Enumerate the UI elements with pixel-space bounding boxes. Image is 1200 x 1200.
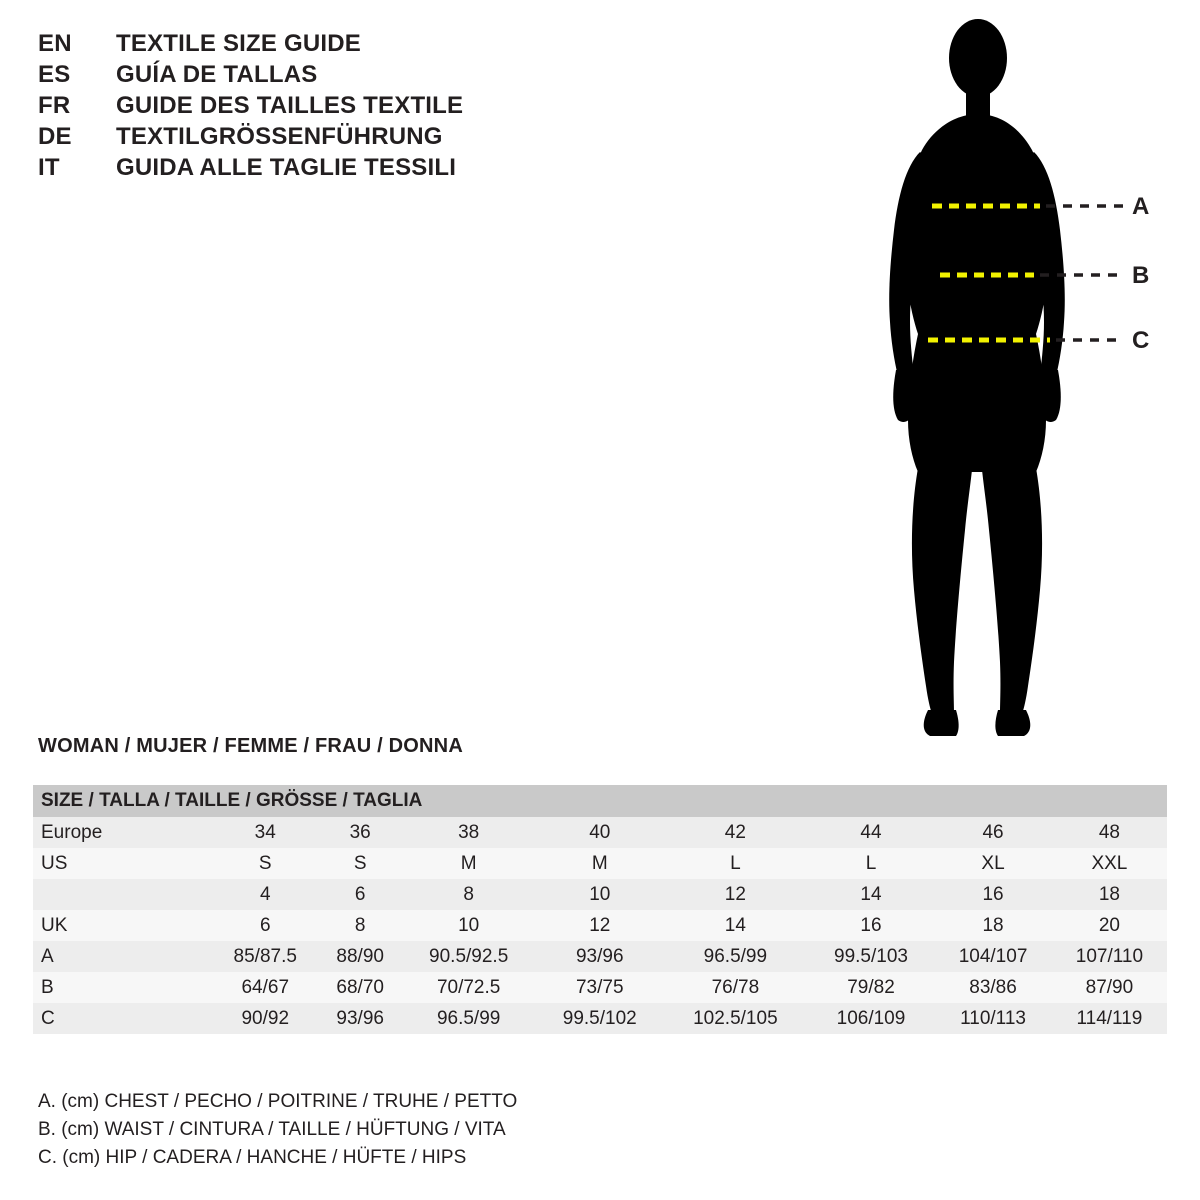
legend-line-a: A. (cm) CHEST / PECHO / POITRINE / TRUHE / PETTO xyxy=(38,1091,518,1112)
cell: XL xyxy=(934,848,1052,879)
cell: 99.5/103 xyxy=(808,941,935,972)
language-code: ES xyxy=(38,61,71,88)
cell: 38 xyxy=(401,817,537,848)
cell: 64/67 xyxy=(211,972,320,1003)
row-label: A xyxy=(33,941,211,972)
cell: 16 xyxy=(808,910,935,941)
cell: 16 xyxy=(934,879,1052,910)
cell: 107/110 xyxy=(1052,941,1167,972)
cell: 42 xyxy=(663,817,808,848)
cell: 102.5/105 xyxy=(663,1003,808,1034)
language-title: GUIDA ALLE TAGLIE TESSILI xyxy=(116,154,457,181)
language-title: TEXTILE SIZE GUIDE xyxy=(116,30,361,57)
cell: 93/96 xyxy=(536,941,663,972)
language-code: FR xyxy=(38,92,71,119)
cell: 87/90 xyxy=(1052,972,1167,1003)
cell: 18 xyxy=(934,910,1052,941)
cell: 110/113 xyxy=(934,1003,1052,1034)
cell: 46 xyxy=(934,817,1052,848)
section-title: WOMAN / MUJER / FEMME / FRAU / DONNA xyxy=(38,735,463,757)
language-code: EN xyxy=(38,30,72,57)
language-row xyxy=(38,92,738,123)
cell: L xyxy=(663,848,808,879)
cell: XXL xyxy=(1052,848,1167,879)
language-title: TEXTILGRÖSSENFÜHRUNG xyxy=(116,123,443,150)
cell: 4 xyxy=(211,879,320,910)
cell: 85/87.5 xyxy=(211,941,320,972)
cell: 76/78 xyxy=(663,972,808,1003)
table-row xyxy=(33,817,1167,848)
cell: 40 xyxy=(536,817,663,848)
cell: 44 xyxy=(808,817,935,848)
cell: 20 xyxy=(1052,910,1167,941)
female-silhouette-icon xyxy=(860,10,1190,750)
language-title: GUÍA DE TALLAS xyxy=(116,61,318,88)
cell: 83/86 xyxy=(934,972,1052,1003)
table-header-label: SIZE / TALLA / TAILLE / GRÖSSE / TAGLIA xyxy=(33,785,1167,817)
cell: 90/92 xyxy=(211,1003,320,1034)
cell: 68/70 xyxy=(320,972,401,1003)
cell: 10 xyxy=(401,910,537,941)
measurement-label-a: A xyxy=(1132,193,1150,220)
cell: 6 xyxy=(211,910,320,941)
cell: 90.5/92.5 xyxy=(401,941,537,972)
cell: 10 xyxy=(536,879,663,910)
language-title: GUIDE DES TAILLES TEXTILE xyxy=(116,92,464,119)
cell: 14 xyxy=(663,910,808,941)
table-row xyxy=(33,848,1167,879)
cell: S xyxy=(320,848,401,879)
table-row xyxy=(33,879,1167,910)
measurement-label-c: C xyxy=(1132,327,1150,354)
table-row xyxy=(33,941,1167,972)
cell: 12 xyxy=(536,910,663,941)
row-label: Europe xyxy=(33,817,211,848)
table-row xyxy=(33,972,1167,1003)
table-header-row xyxy=(33,785,1167,817)
legend-line-c: C. (cm) HIP / CADERA / HANCHE / HÜFTE / HIPS xyxy=(38,1147,467,1168)
body-figure-diagram xyxy=(860,10,1190,750)
cell: 8 xyxy=(401,879,537,910)
language-row xyxy=(38,154,738,185)
cell: 12 xyxy=(663,879,808,910)
cell: 96.5/99 xyxy=(663,941,808,972)
cell: 96.5/99 xyxy=(401,1003,537,1034)
cell: 99.5/102 xyxy=(536,1003,663,1034)
cell: 6 xyxy=(320,879,401,910)
cell: 14 xyxy=(808,879,935,910)
cell: 18 xyxy=(1052,879,1167,910)
table-row xyxy=(33,910,1167,941)
cell: 114/119 xyxy=(1052,1003,1167,1034)
table-row xyxy=(33,1003,1167,1034)
cell: 48 xyxy=(1052,817,1167,848)
size-table xyxy=(33,785,1167,1034)
cell: S xyxy=(211,848,320,879)
row-label: C xyxy=(33,1003,211,1034)
language-row xyxy=(38,30,738,61)
cell: 79/82 xyxy=(808,972,935,1003)
cell: 73/75 xyxy=(536,972,663,1003)
legend-line-b: B. (cm) WAIST / CINTURA / TAILLE / HÜFTUNG / VITA xyxy=(38,1119,506,1140)
language-code: IT xyxy=(38,154,60,181)
cell: 8 xyxy=(320,910,401,941)
row-label: US xyxy=(33,848,211,879)
cell: 106/109 xyxy=(808,1003,935,1034)
cell: L xyxy=(808,848,935,879)
row-label xyxy=(33,879,211,910)
cell: 34 xyxy=(211,817,320,848)
language-header-block xyxy=(38,30,738,185)
row-label: UK xyxy=(33,910,211,941)
row-label: B xyxy=(33,972,211,1003)
cell: M xyxy=(401,848,537,879)
cell: M xyxy=(536,848,663,879)
language-row xyxy=(38,61,738,92)
language-code: DE xyxy=(38,123,72,150)
cell: 70/72.5 xyxy=(401,972,537,1003)
measurement-legend xyxy=(38,1088,517,1172)
cell: 104/107 xyxy=(934,941,1052,972)
language-row xyxy=(38,123,738,154)
measurement-label-b: B xyxy=(1132,262,1150,289)
cell: 36 xyxy=(320,817,401,848)
cell: 93/96 xyxy=(320,1003,401,1034)
cell: 88/90 xyxy=(320,941,401,972)
